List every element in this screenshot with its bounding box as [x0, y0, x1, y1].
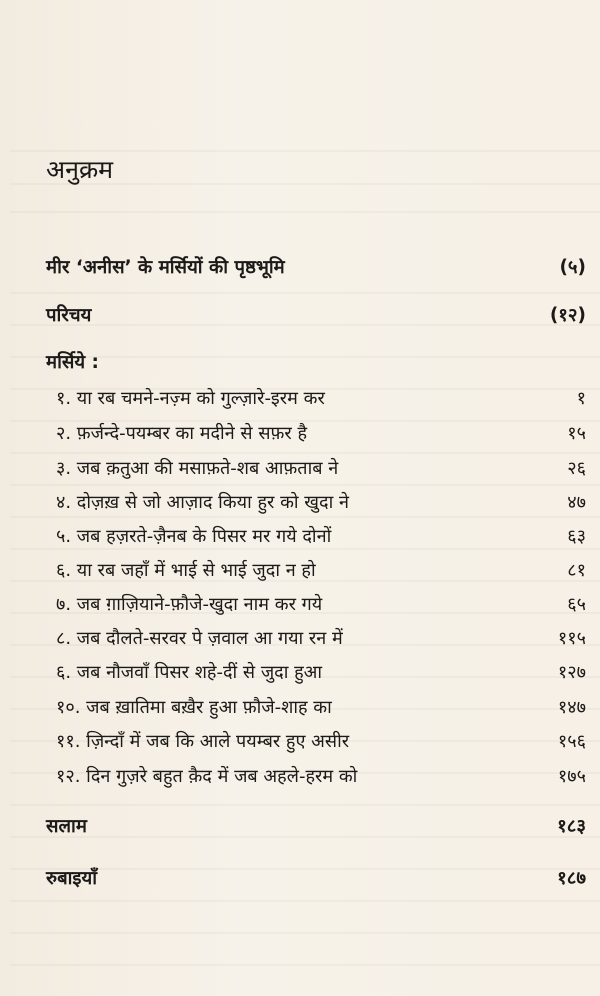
toc-item-page: १२७	[557, 662, 586, 683]
toc-item-page: १७५	[557, 766, 586, 787]
toc-item[interactable]	[56, 454, 586, 484]
toc-entry-label: मीर ‘अनीस’ के मर्सियों की पृष्ठभूमि	[46, 257, 285, 278]
toc-item-page: ६५	[567, 594, 586, 615]
toc-entry-page: १८७	[557, 868, 586, 889]
toc-item[interactable]	[56, 727, 586, 757]
toc-item-page: १५६	[557, 731, 586, 752]
toc-entry-label: सलाम	[46, 816, 87, 837]
show-through-line	[10, 900, 600, 902]
toc-item[interactable]	[56, 762, 586, 792]
toc-item[interactable]	[56, 384, 586, 414]
toc-item-page: १४७	[557, 697, 586, 718]
toc-item-page: ४७	[567, 492, 586, 513]
toc-item[interactable]	[56, 488, 586, 518]
toc-item-page: १	[576, 388, 586, 409]
toc-item[interactable]	[56, 590, 586, 620]
show-through-line	[10, 932, 600, 934]
section-heading-label: मर्सिये :	[46, 352, 99, 373]
toc-item[interactable]	[56, 658, 586, 688]
toc-item[interactable]	[56, 419, 586, 449]
toc-entry-page: १८३	[557, 816, 586, 837]
toc-item-label: ६. या रब जहाँ में भाई से भाई जुदा न हो	[56, 560, 316, 581]
toc-item-label: ५. जब हज़रते-ज़ैनब के पिसर मर गये दोनों	[56, 526, 332, 547]
toc-item-label: ६. जब नौजवाँ पिसर शहे-दीं से जुदा हुआ	[56, 662, 323, 683]
toc-entry-background[interactable]	[46, 253, 586, 283]
toc-entry-introduction[interactable]	[46, 301, 586, 331]
marsiye-heading	[46, 348, 586, 378]
toc-entry-page: (५)	[559, 257, 586, 278]
toc-item-page: ११५	[557, 628, 586, 649]
toc-entry-page: (१२)	[549, 305, 586, 326]
toc-item[interactable]	[56, 624, 586, 654]
toc-entry-salaam[interactable]	[46, 812, 586, 842]
toc-item-page: ६३	[567, 526, 586, 547]
show-through-line	[10, 484, 600, 486]
toc-item[interactable]	[56, 522, 586, 552]
toc-entry-rubaiyan[interactable]	[46, 864, 586, 894]
toc-item-label: १२. दिन गुज़रे बहुत क़ैद में जब अहले-हरम को	[56, 766, 358, 787]
toc-item[interactable]	[56, 556, 586, 586]
toc-entry-label: परिचय	[46, 305, 92, 326]
toc-item-label: ११. ज़िन्दाँ में जब कि आले पयम्बर हुए असीर	[56, 731, 350, 752]
show-through-line	[10, 292, 600, 294]
toc-item-page: २६	[567, 458, 586, 479]
toc-item-label: ८. जब दौलते-सरवर पे ज़वाल आ गया रन में	[56, 628, 343, 649]
toc-item-label: १०. जब ख़ातिमा बख़ैर हुआ फ़ौजे-शाह का	[56, 697, 332, 718]
show-through-line	[10, 804, 600, 806]
contents-heading: अनुक्रम	[46, 155, 114, 184]
toc-item-label: ३. जब क़तुआ की मसाफ़ते-शब आफ़ताब ने	[56, 458, 339, 479]
toc-item-page: ८१	[567, 560, 586, 581]
toc-item-label: ४. दोज़ख़ से जो आज़ाद किया हुर को खुदा ने	[56, 492, 349, 513]
toc-item-label: ७. जब ग़ाज़ियाने-फ़ौजे-खुदा नाम कर गये	[56, 594, 323, 615]
toc-entry-label: रुबाइयाँ	[46, 868, 98, 889]
toc-item-label: २. फ़र्जन्दे-पयम्बर का मदीने से सफ़र है	[56, 423, 308, 444]
toc-item[interactable]	[56, 693, 586, 723]
show-through-line	[10, 211, 600, 213]
show-through-line	[10, 964, 600, 966]
toc-item-page: १५	[567, 423, 586, 444]
toc-item-label: १. या रब चमने-नज़्म को गुल्ज़ारे-इरम कर	[56, 388, 325, 409]
